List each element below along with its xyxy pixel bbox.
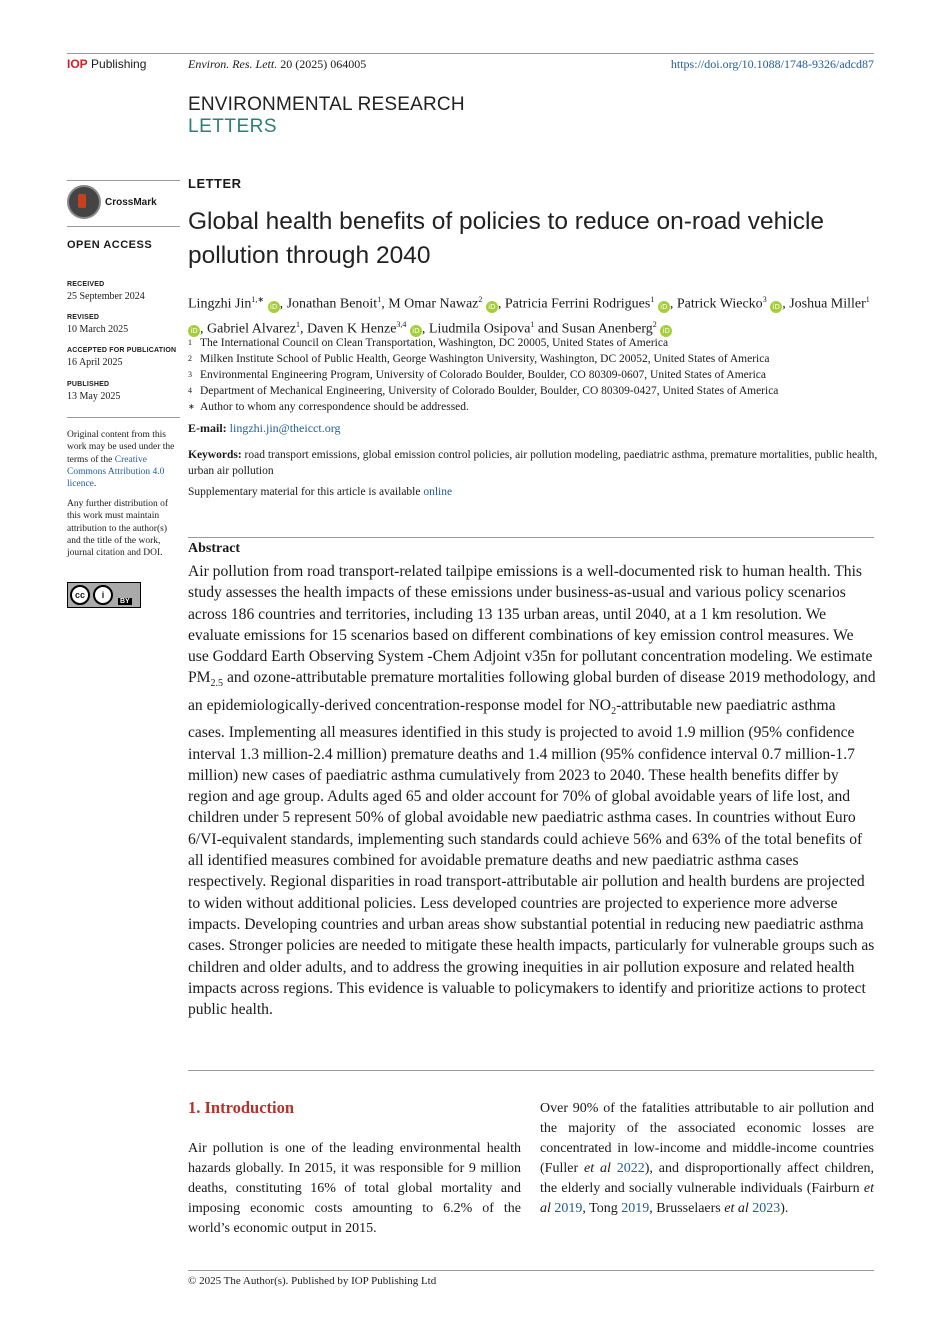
abstract-heading: Abstract: [188, 541, 241, 556]
abstract-end-rule: [188, 1070, 874, 1071]
intro-text: ).: [780, 1201, 789, 1216]
author-name: Lingzhi Jin: [188, 296, 252, 312]
author-name: Liudmila Osipova: [428, 321, 531, 337]
intro-text: ), and disproportionally affect children, the elderly and socially vulnerable individuals (Fairburn: [540, 1161, 874, 1196]
iop-publishing-logo[interactable]: [67, 57, 146, 71]
licence-text: Original content from this work may be used under the terms of the: [67, 430, 175, 465]
journal-name-line1: ENVIRONMENTAL RESEARCH: [188, 94, 465, 115]
author-separator: ,: [421, 321, 429, 337]
keywords: [188, 448, 878, 479]
intro-text: , Tong: [582, 1201, 622, 1216]
keywords-label: Keywords:: [188, 449, 242, 461]
affiliation-row: [188, 399, 878, 415]
attribution-icon: i: [93, 585, 113, 605]
intro-text: , Brusselaers: [649, 1201, 725, 1216]
affiliation-row: [188, 367, 878, 383]
crossmark-button[interactable]: [67, 185, 157, 219]
affiliation-text: Department of Mechanical Engineering, University of Colorado Boulder, Boulder, CO 80309-0427, United States of America: [200, 385, 779, 397]
affiliation-number: 4: [188, 386, 192, 395]
accepted-label: ACCEPTED FOR PUBLICATION: [67, 347, 177, 354]
author-separator: ,: [300, 321, 308, 337]
copyright: © 2025 The Author(s). Published by IOP Publishing Ltd: [188, 1275, 437, 1287]
email-label: E-mail:: [188, 421, 227, 435]
affiliation-number: 2: [188, 354, 192, 363]
published-label: PUBLISHED: [67, 381, 110, 388]
author-affiliation-marker: 3: [762, 295, 767, 304]
logo-rest: Publishing: [91, 57, 147, 71]
no2-subscript: 2: [611, 706, 617, 717]
author-list: [188, 290, 878, 339]
orcid-icon[interactable]: iD: [188, 325, 200, 337]
et-al: et al: [540, 1181, 874, 1216]
orcid-icon[interactable]: iD: [658, 301, 670, 313]
author-affiliation-marker: 1: [865, 295, 870, 304]
received-date: 25 September 2024: [67, 291, 145, 302]
keywords-text: road transport emissions, global emission control policies, air pollution modeling, paediatric asthma, premature mortalities, public health, urban air pollution: [188, 449, 878, 477]
sidebar-rule: [67, 180, 180, 181]
author-affiliation-marker: 2: [478, 295, 483, 304]
author-name: M Omar Nawaz: [388, 296, 479, 312]
affiliations: [188, 335, 878, 415]
sidebar-rule: [67, 417, 180, 418]
affiliation-row: [188, 383, 878, 399]
affiliation-number: 1: [188, 338, 192, 347]
journal-citation: [188, 57, 366, 72]
open-access-label: OPEN ACCESS: [67, 239, 153, 251]
citation-link-fairburn[interactable]: 2019: [554, 1201, 583, 1216]
crossmark-label: CrossMark: [105, 196, 157, 208]
intro-right-column: [540, 1099, 874, 1219]
revised-label: REVISED: [67, 314, 100, 321]
footer-rule: [188, 1270, 874, 1271]
licence-note: [67, 429, 180, 490]
abstract-part-2: and ozone-attributable premature mortalities following global burden of disease 2019 methodology, and an epidemiologically-derived concentration-response model for NO: [188, 669, 876, 714]
revised-date: 10 March 2025: [67, 324, 129, 335]
journal-volume: 20 (2025) 064005: [280, 57, 367, 71]
supplementary-line: [188, 486, 452, 498]
affiliation-text: Environmental Engineering Program, University of Colorado Boulder, Boulder, CO 80309-0607, United States of America: [200, 369, 766, 381]
author-separator: ,: [200, 321, 207, 337]
abstract-part-1: Air pollution from road transport-related tailpipe emissions is a well-documented risk to human health. This study assesses the health impacts of these emissions under business-as-usual and various policy scenarios across 186 countries and territories, including 13 135 urban areas, until 2040, at a 1 km resolution. We evaluate emissions for 15 scenarios based on different combinations of key emission control measures. We use Goddard Earth Observing System -Chem Adjoint v35n for pollutant concentration modeling. We estimate PM: [188, 563, 873, 687]
author-separator: and: [534, 321, 562, 337]
cc-by-badge[interactable]: [67, 582, 141, 608]
author-separator: ,: [381, 296, 389, 312]
affiliation-row: [188, 335, 878, 351]
published-date: 13 May 2025: [67, 391, 121, 402]
author-name: Patrick Wiecko: [676, 296, 763, 312]
email-line: [188, 421, 340, 436]
author-affiliation-marker: 2: [652, 319, 657, 329]
author-affiliation-marker: 1: [650, 295, 655, 304]
author-affiliation-marker: 1: [377, 295, 382, 304]
citation-link-fuller[interactable]: 2022: [616, 1161, 645, 1176]
author-name: Daven K Henze: [307, 321, 397, 337]
cc-licence-link[interactable]: Creative Commons Attribution 4.0 licence: [67, 454, 165, 490]
abstract-text: [188, 561, 876, 1020]
author-name: Jonathan Benoit: [286, 296, 378, 312]
affiliation-row: [188, 351, 878, 367]
orcid-icon[interactable]: iD: [410, 325, 422, 337]
affiliation-text: Milken Institute School of Public Health, George Washington University, Washington, DC 20052, United States of America: [200, 353, 770, 365]
affiliation-number: ∗: [188, 402, 195, 411]
author-separator: ,: [782, 296, 790, 312]
article-type-label: LETTER: [188, 176, 242, 191]
author-name: Patricia Ferrini Rodrigues: [504, 296, 651, 312]
author-separator: ,: [669, 296, 677, 312]
licence-text-end: .: [93, 479, 97, 490]
email-link[interactable]: lingzhi.jin@theicct.org: [229, 421, 341, 435]
author-name: Joshua Miller: [789, 296, 866, 312]
accepted-date: 16 April 2025: [67, 357, 123, 368]
introduction-heading: 1. Introduction: [188, 1098, 295, 1117]
affiliation-number: 3: [188, 370, 192, 379]
supplementary-text: Supplementary material for this article is available: [188, 486, 421, 498]
citation-link-tong[interactable]: 2019: [621, 1201, 650, 1216]
intro-text: Over 90% of the fatalities attributable to air pollution and the majority of the associated economic losses are concentrated in low-income and middle-income countries (Fuller: [540, 1101, 874, 1176]
cc-icon: cc: [70, 585, 90, 605]
by-label: BY: [120, 597, 130, 605]
attribution-note: Any further distribution of this work must maintain attribution to the author(s) and the title of the work, journal citation and DOI.: [67, 499, 169, 559]
intro-left-column: Air pollution is one of the leading environmental health hazards globally. In 2015, it was responsible for 9 million deaths, constituting 16% of total global mortality and imposing economic costs amounting to 6.2% of the world’s economic output in 2015.: [188, 1141, 521, 1236]
pm25-subscript: 2.5: [210, 678, 224, 690]
orcid-icon[interactable]: iD: [660, 325, 672, 337]
affiliation-text: Author to whom any correspondence should be addressed.: [200, 401, 469, 413]
doi-link[interactable]: https://doi.org/10.1088/1748-9326/adcd87: [670, 57, 874, 71]
supplementary-link[interactable]: online: [423, 486, 453, 498]
crossmark-icon: [67, 185, 101, 219]
author-affiliation-marker: 1: [530, 319, 535, 329]
et-al: et al: [724, 1201, 749, 1216]
orcid-icon[interactable]: iD: [486, 301, 498, 313]
author-affiliation-marker: 3,4: [396, 319, 407, 329]
abstract-part-3: -attributable new paediatric asthma cases. Implementing all measures identified in this study is projected to avoid 1.9 million (95% confidence interval 1.3 million-2.4 million) premature deaths and 1.4 million (95% confidence interval 0.7 million-1.7 million) new cases of paediatric asthma cumulatively from 2023 to 2040. These health benefits differ by region and age group. Adults aged 65 and older account for 70% of global avoidable years of life lost, and children under 5 represent 50% of global avoidable new paediatric asthma cases. In countries without Euro 6/VI-equivalent standards, implementing such standards could achieve 56% and 63% of the total benefits of all identified measures combined for avoidable premature deaths and new paediatric asthma cases respectively. Regional disparities in road transport-attributable air pollution and health burdens are projected to widen without additional policies. Less developed countries are projected to experience more adverse impacts. Developing countries and urban areas show substantial potential in reducing new paediatric asthma cases. Stronger policies are needed to mitigate these health impacts, particularly for vulnerable groups such as children and older adults, and to address the growing inequities in air pollution exposure and related health impacts across regions. This evidence is valuable to policymakers to identify and prioritize actions to protect public health.: [188, 696, 875, 1019]
received-label: RECEIVED: [67, 281, 105, 288]
journal-abbrev: Environ. Res. Lett.: [188, 57, 278, 71]
author-name: Susan Anenberg: [561, 321, 653, 337]
author-name: Gabriel Alvarez: [207, 321, 297, 337]
author-separator: ,: [279, 296, 287, 312]
author-affiliation-marker: 1,∗: [251, 295, 265, 304]
logo-brand: IOP: [67, 57, 88, 71]
orcid-icon[interactable]: iD: [770, 301, 782, 313]
author-affiliation-marker: 1: [296, 319, 301, 329]
author-separator: ,: [497, 296, 505, 312]
article-title: Global health benefits of policies to reduce on-road vehicle pollution through 2040: [188, 208, 825, 269]
et-al: et al: [583, 1161, 611, 1176]
affiliation-text: The International Council on Clean Transportation, Washington, DC 20005, United States of America: [200, 337, 669, 349]
sidebar-rule: [67, 226, 180, 227]
header-rule: [67, 53, 874, 54]
abstract-rule: [188, 537, 874, 538]
journal-name-line2: LETTERS: [188, 116, 278, 137]
citation-link-brusselaers[interactable]: 2023: [752, 1201, 781, 1216]
orcid-icon[interactable]: iD: [268, 301, 280, 313]
